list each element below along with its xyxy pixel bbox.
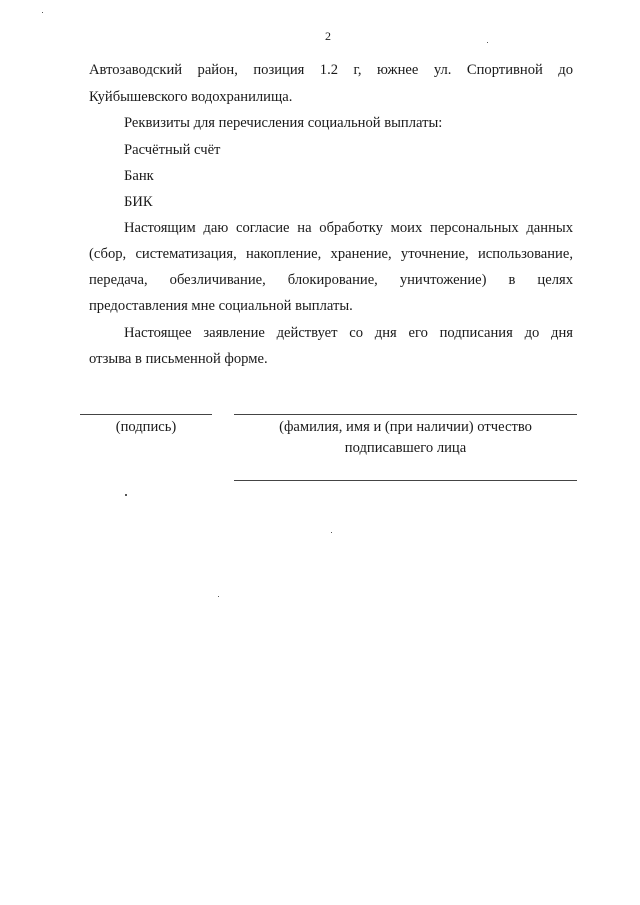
scan-speck (218, 596, 219, 597)
name-caption-line-2: подписавшего лица (344, 440, 467, 456)
validity-line-1: Настоящее заявление действует со дня его подписания до дня (124, 325, 573, 341)
scan-speck (487, 42, 488, 43)
consent-line-2: (сбор, систематизация, накопление, хранение, уточнение, использование, (89, 246, 573, 262)
validity-line-2: отзыва в письменной форме. (89, 351, 268, 367)
location-line-1: Автозаводский район, позиция 1.2 г, южнее ул. Спортивной до (89, 62, 573, 78)
consent-line-1: Настоящим даю согласие на обработку моих персональных данных (124, 220, 573, 236)
signature-caption: (подпись) (115, 419, 177, 435)
page-number: 2 (325, 29, 331, 43)
bank-label: Банк (124, 168, 154, 184)
requisites-heading: Реквизиты для перечисления социальной выплаты: (124, 115, 443, 131)
name-caption-line-1: (фамилия, имя и (при наличии) отчество (279, 419, 532, 435)
date-line (234, 480, 577, 481)
consent-line-4: предоставления мне социальной выплаты. (89, 298, 353, 314)
location-line-2: Куйбышевского водохранилища. (89, 89, 293, 105)
scan-speck (125, 494, 127, 496)
bik-label: БИК (124, 194, 153, 210)
account-label: Расчётный счёт (124, 142, 221, 158)
scan-speck (331, 532, 332, 533)
scan-speck (42, 12, 43, 13)
consent-line-3: передача, обезличивание, блокирование, уничтожение) в целях (89, 272, 573, 288)
